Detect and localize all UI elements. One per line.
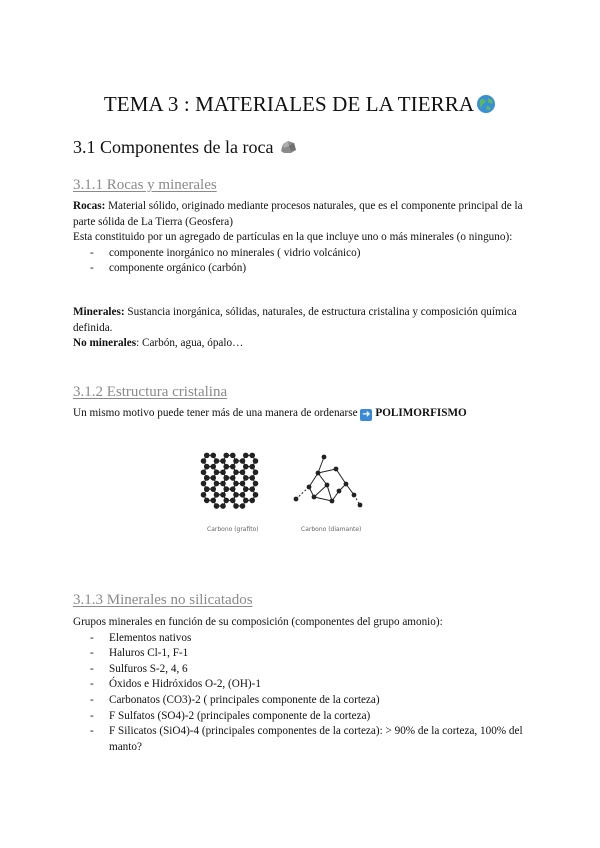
bond	[296, 487, 309, 499]
subsection-heading-no-silicatados: 3.1.3 Minerales no silicatados	[73, 592, 253, 608]
carbon-atom	[204, 487, 209, 492]
carbon-atom	[250, 498, 255, 503]
rock-icon	[279, 138, 297, 159]
carbon-atom	[221, 504, 226, 509]
section-heading	[73, 137, 297, 159]
carbon-atom	[204, 476, 209, 481]
rocas-paragraph	[73, 199, 533, 230]
bond	[318, 469, 336, 473]
section-heading-text: 3.1 Componentes de la roca	[73, 137, 274, 157]
carbon-atom	[240, 504, 245, 509]
carbon-atom	[234, 459, 239, 464]
no-minerales-paragraph	[73, 336, 533, 352]
carbon-atom	[253, 492, 258, 497]
carbon-atom	[330, 499, 335, 504]
carbon-atom	[294, 497, 299, 502]
carbon-atom	[344, 482, 349, 487]
carbon-atom	[201, 459, 206, 464]
right-arrow-icon: ➜	[362, 409, 371, 420]
carbon-atom	[204, 453, 209, 458]
list-item: - Óxidos e Hidróxidos O-2, (OH)-1	[73, 677, 533, 693]
carbon-atom	[221, 459, 226, 464]
carbon-atom	[204, 464, 209, 469]
rocas-list	[73, 246, 533, 277]
carbon-atom	[243, 476, 248, 481]
bond	[309, 473, 318, 487]
carbon-atom	[211, 476, 216, 481]
carbon-atom	[224, 476, 229, 481]
carbon-atom	[224, 453, 229, 458]
carbon-atom	[234, 481, 239, 486]
list-item: - F Sulfatos (SO4)-2 (principales componente de la corteza)	[73, 709, 533, 725]
subsection-heading-estructura: 3.1.2 Estructura cristalina	[73, 384, 228, 400]
list-item: - componente inorgánico no minerales ( vidrio volcánico)	[73, 246, 533, 262]
carbon-atom	[224, 498, 229, 503]
list-item: - Sulfuros S-2, 4, 6	[73, 662, 533, 678]
carbon-atom	[211, 453, 216, 458]
carbon-atom	[204, 498, 209, 503]
carbon-atom	[230, 464, 235, 469]
agregado-paragraph: Esta constituido por un agregado de partículas en la que incluye uno o más minerales (o ninguno):	[73, 231, 513, 244]
caption-graphite: Carbono (grafito)	[207, 526, 259, 533]
carbon-atom	[253, 470, 258, 475]
list-item: - Haluros Cl-1, F-1	[73, 646, 533, 662]
carbon-atom	[201, 492, 206, 497]
bond	[314, 497, 332, 501]
carbon-atom	[234, 470, 239, 475]
no-minerales-text: : Carbón, agua, ópalo…	[136, 337, 244, 350]
list-item: - componente orgánico (carbón)	[73, 261, 533, 277]
no-silicatados-intro: Grupos minerales en función de su composición (componentes del grupo amonio):	[73, 616, 443, 628]
carbon-atom	[337, 489, 342, 494]
carbon-atom	[240, 492, 245, 497]
no-silicatados-block	[73, 615, 533, 755]
carbon-atom	[201, 481, 206, 486]
carbon-atom	[250, 476, 255, 481]
carbon-atom	[243, 487, 248, 492]
page-title	[0, 92, 600, 120]
carbon-atom	[240, 481, 245, 486]
carbon-atom	[214, 459, 219, 464]
carbon-atom	[234, 504, 239, 509]
carbon-atom	[230, 476, 235, 481]
no-minerales-label: No minerales	[73, 337, 137, 350]
carbon-atom	[322, 455, 327, 460]
carbon-atom	[214, 481, 219, 486]
carbon-atom	[250, 453, 255, 458]
carbon-atom	[230, 487, 235, 492]
carbon-atom	[221, 481, 226, 486]
carbon-atom	[253, 459, 258, 464]
carbon-atom	[224, 487, 229, 492]
carbon-atom	[234, 492, 239, 497]
minerales-paragraph	[73, 305, 533, 336]
diamond-structure	[294, 455, 363, 508]
carbon-atom	[230, 498, 235, 503]
carbon-atom	[253, 481, 258, 486]
carbon-atom	[243, 453, 248, 458]
rocas-block	[73, 199, 533, 277]
carbon-atom	[211, 487, 216, 492]
title-text: TEMA 3 : MATERIALES DE LA TIERRA	[103, 92, 475, 116]
caption-diamond: Carbono (diamante)	[301, 526, 362, 533]
carbon-atom	[224, 464, 229, 469]
minerales-label: Minerales:	[73, 306, 125, 318]
rocas-text: Material sólido, originado mediante procesos naturales, que es el componente principal de la parte sólida de La Tierra (Geosfera)	[73, 200, 523, 228]
carbon-atom	[230, 453, 235, 458]
list-item: - Elementos nativos	[73, 631, 533, 647]
carbon-atom	[334, 467, 339, 472]
minerales-text: Sustancia inorgánica, sólidas, naturales, de estructura cristalina y composición química definida.	[73, 306, 517, 334]
subsection-heading-rocas: 3.1.1 Rocas y minerales	[73, 177, 217, 193]
carbon-atom	[316, 471, 321, 476]
carbon-atom	[214, 504, 219, 509]
carbon-atom	[352, 493, 357, 498]
minerales-block	[73, 305, 533, 352]
carbon-atom	[358, 503, 363, 508]
carbon-atom	[211, 498, 216, 503]
carbon-atom	[211, 464, 216, 469]
carbon-atom	[307, 485, 312, 490]
list-item: - Carbonatos (CO3)-2 ( principales componente de la corteza)	[73, 693, 533, 709]
carbon-atom	[240, 470, 245, 475]
polimorfismo-paragraph	[73, 406, 533, 422]
carbon-atom	[250, 464, 255, 469]
carbon-atom	[243, 498, 248, 503]
bond	[327, 485, 332, 501]
carbon-atom	[221, 470, 226, 475]
bond	[336, 469, 346, 484]
carbon-atom	[214, 492, 219, 497]
polimorfismo-label: POLIMORFISMO	[375, 407, 467, 419]
carbon-atom	[312, 495, 317, 500]
graphite-structure	[201, 453, 258, 508]
list-item: - F Silicatos (SiO4)-4 (principales componentes de la corteza): > 90% de la corteza, 100% del manto?	[73, 724, 533, 755]
carbon-atom	[221, 492, 226, 497]
grupos-list	[73, 631, 533, 756]
carbon-atom	[243, 464, 248, 469]
polimorfismo-text: Un mismo motivo puede tener más de una manera de ordenarse	[73, 407, 361, 419]
carbon-atom	[325, 483, 330, 488]
bond	[314, 485, 327, 497]
globe-icon	[476, 94, 496, 120]
carbon-atom	[201, 470, 206, 475]
carbon-atom	[240, 459, 245, 464]
bond	[318, 457, 324, 473]
carbon-atom	[214, 470, 219, 475]
carbon-atom	[250, 487, 255, 492]
rocas-label: Rocas:	[73, 200, 106, 212]
